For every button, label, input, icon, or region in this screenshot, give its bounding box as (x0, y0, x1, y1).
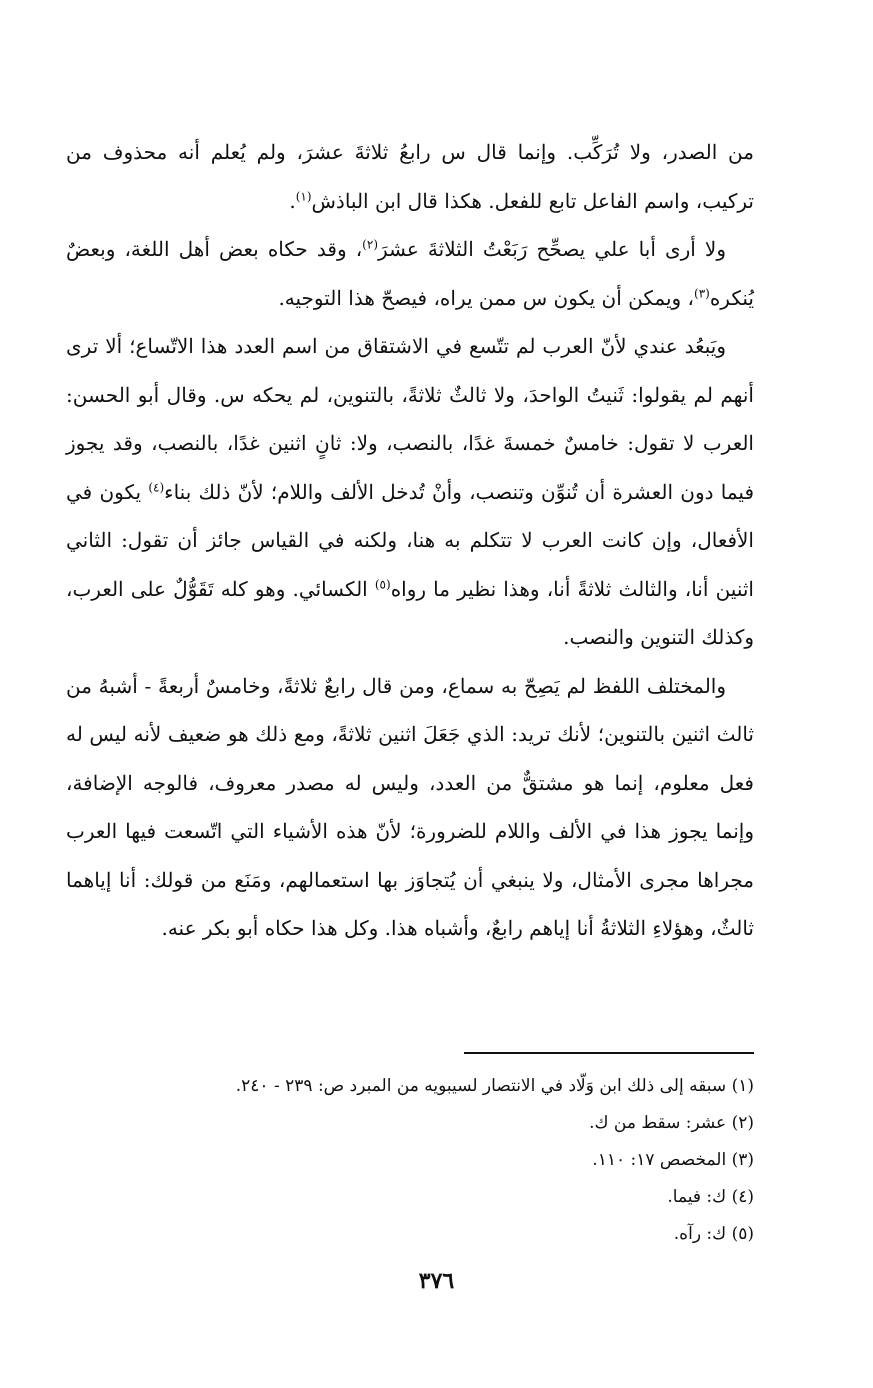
paragraph-2-text-c: ، ويمكن أن يكون س ممن يراه، فيصحّ هذا التوجيه. (278, 285, 694, 310)
footnote-5: (٥) ك: رآه. (673, 1224, 754, 1244)
paragraph-2-text-b: ، وقد حكاه بعض أهل اللغة، وبعضٌ يُنكره (66, 237, 754, 310)
footnote-2: (٢) عشر: سقط من ك. (589, 1113, 754, 1133)
paragraph-3 (66, 322, 754, 662)
footnote-divider (464, 1052, 754, 1054)
footnote-marker-2: (٢) (362, 237, 378, 252)
paragraph-1-text-a: من الصدر، ولا تُرَكِّب. وإنما قال س رابعُ ثلاثةَ عشرَ، ولم يُعلم أنه محذوف من تركيب، واسم الفاعل تابع للفعل. هكذا قال ابن الباذش (66, 140, 754, 213)
footnote-3: (٣) المخصص ١٧: ١١٠. (592, 1150, 754, 1170)
footnote-marker-4: (٤) (148, 479, 165, 494)
main-text (66, 128, 754, 953)
footnote-marker-1: (١) (295, 188, 312, 203)
paragraph-3-text-b: يكون في الأفعال، وإن كانت العرب لا تتكلم به هنا، ولكنه في القياس جائز أن تقول: الثاني اثنين أنا، والثالث ثلاثةً أنا، وهذا نظير ما رواه (66, 479, 754, 601)
footnote-marker-3: (٣) (694, 285, 710, 300)
paragraph-2-text-a: ولا أرى أبا علي يصحِّح رَبَعْتُ الثلاثةَ عشرَ (378, 237, 726, 261)
footnote-1: (١) سبقه إلى ذلك ابن وَلّاد في الانتصار لسيبويه من المبرد ص: ٢٣٩ - ٢٤٠. (235, 1076, 754, 1096)
paragraph-1-text-b: . (289, 188, 296, 213)
footnotes (160, 1068, 754, 1253)
paragraph-4: والمختلف اللفظ لم يَصِحّ به سماع، ومن قال رابعٌ ثلاثةً، وخامسٌ أربعةً - أشبهُ من ثالث اثنين بالتنوين؛ لأنك تريد: الذي جَعَلَ اثنين ثلاثةً، ومع ذلك هو ضعيف لأنه ليس له فعل معلوم، إنما هو مشتقٌّ من العدد، وليس له مصدر معروف، فالوجه الإضافة، وإنما يجوز هذا في الألف واللام للضرورة؛ لأنّ هذه الأشياء التي اتّسعت فيها العرب مجراها مجرى الأمثال، ولا ينبغي أن يُتجاوَز بها استعمالهم، ومَنَع من قولك: أنا إياهما ثالثٌ، وهؤلاءِ الثلاثةُ أنا إياهم رابعٌ، وأشباه هذا. وكل هذا حكاه أبو بكر عنه. (66, 673, 755, 940)
footnote-marker-5: (٥) (374, 576, 391, 591)
footnote-4: (٤) ك: فيما. (667, 1187, 754, 1207)
paragraph-3-text-a: ويَبعُد عندي لأنّ العرب لم تتّسع في الاشتقاق من اسم العدد هذا الاتّساع؛ ألا ترى أنهم لم يقولوا: ثَنيتُ الواحدَ، ولا ثالثٌ ثلاثةً، بالتنوين، لم يحكه س. وقال أبو الحسن: العرب لا تقول: خامسٌ خمسةَ غدًا، بالنصب، ولا: ثانٍ اثنين غدًا، بالنصب، وقد يجوز فيما دون العشرة أن تُنوِّن وتنصب، وأنْ تُدخل الألف واللام؛ لأنّ ذلك بناء (66, 334, 755, 504)
paragraph-3-text-c: الكسائي. وهو كله تَقَوُّلٌ على العرب، وكذلك التنوين والنصب. (66, 576, 754, 649)
paragraph-2 (66, 225, 754, 322)
paragraph-1 (66, 128, 754, 225)
page-number: ٣٧٦ (418, 1268, 455, 1294)
